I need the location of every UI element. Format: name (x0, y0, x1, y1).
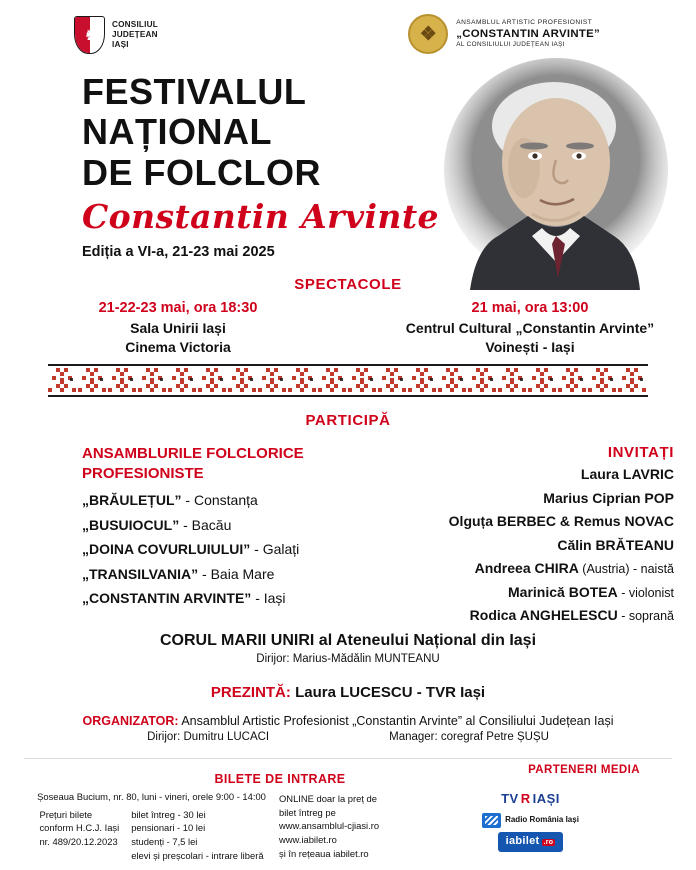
ensemble-logo-line-3: AL CONSILIULUI JUDEȚEAN IAȘI (456, 41, 565, 49)
iabilet-logo (498, 832, 564, 852)
online-column (279, 790, 389, 862)
tickets-note-line-2: conform H.C.J. Iași (39, 822, 120, 834)
guests-heading: INVITAȚI (607, 444, 674, 461)
choir-block (0, 632, 696, 665)
organizer-manager: Manager: coregraf Petre ȘUȘU (389, 731, 549, 743)
footer-divider (24, 758, 672, 759)
list-item (449, 584, 674, 600)
list-item (449, 466, 674, 482)
iabilet-text: iabilet (505, 834, 540, 847)
list-item (82, 492, 382, 508)
list-item (449, 513, 674, 529)
guest-name: Marinică BOTEA (508, 583, 618, 600)
guest-note: - violonist (617, 585, 674, 600)
radio-text-b: România (529, 814, 564, 824)
tickets-note-line-1: Prețuri bilete (39, 808, 93, 820)
ensemble-logo-line-2: „CONSTANTIN ARVINTE” (456, 27, 600, 40)
tickets-note (39, 808, 119, 863)
guests-list (449, 466, 674, 631)
partners-heading: PARTENERI MEDIA (528, 764, 640, 776)
folk-ornament-band (48, 364, 648, 398)
tvr-text-a: TV (501, 791, 519, 806)
edition-line: Ediția a VI-a, 21-23 mai 2025 (82, 243, 275, 260)
show-venue-line-1: Centrul Cultural „Constantin Arvinte” (405, 320, 655, 336)
online-line-5: și în rețeaua iabilet.ro (279, 847, 369, 859)
poster-title (82, 72, 439, 260)
ensembles-list (82, 492, 382, 615)
title-script-name: Constantin Arvinte (82, 196, 439, 236)
ensembles-heading-line-2: PROFESIONISTE (82, 465, 204, 483)
price-item: bilet întreg - 30 lei (131, 808, 206, 820)
ensemble-name: „BRĂULEȚUL” (82, 492, 182, 508)
price-item: studenți - 7,5 lei (131, 835, 198, 847)
title-line-3: DE FOLCLOR (82, 151, 321, 193)
list-item (82, 517, 382, 533)
list-item (449, 537, 674, 553)
show-venue-line-2: Voinești - Iași (485, 338, 575, 355)
tvr-text-c: IAȘI (532, 791, 560, 806)
tickets-address: Șoseaua Bucium, nr. 80, luni - vineri, orele 9:00 - 14:00 (37, 791, 266, 802)
list-item (449, 490, 674, 506)
show-when: 21 mai, ora 13:00 (471, 300, 589, 316)
show-venue-line-2: Cinema Victoria (125, 338, 231, 355)
radio-waves-icon (482, 813, 501, 828)
list-item (82, 566, 382, 582)
iabilet-tld: .ro (543, 838, 554, 846)
guest-name: Olguța BERBEC & Remus NOVAC (448, 513, 674, 529)
folk-seal-icon: ❖ (408, 14, 448, 54)
guest-name: Laura LAVRIC (580, 466, 674, 482)
ensemble-city: - Constanța (181, 492, 258, 508)
guest-note: (Austria) - naistă (578, 562, 674, 576)
ensemble-logo (408, 14, 600, 54)
online-line-2: bilet întreg pe (279, 806, 336, 818)
tickets-prices (131, 808, 263, 863)
choir-conductor: Dirijor: Marius-Mădălin MUNTEANU (256, 653, 440, 665)
poster-header (0, 0, 696, 66)
tvr-iasi-logo (501, 790, 560, 809)
list-item (82, 541, 382, 557)
tickets-column (24, 790, 279, 862)
show-when: 21-22-23 mai, ora 18:30 (98, 300, 258, 316)
guest-name: Călin BRĂTEANU (557, 536, 674, 553)
guest-note: - soprană (617, 609, 674, 623)
county-council-line-1: CONSILIUL (112, 19, 158, 29)
list-item (449, 607, 674, 623)
show-venue-line-1: Sala Unirii Iași (130, 320, 226, 336)
title-line-1: FESTIVALUL (82, 71, 307, 112)
organizer-conductor: Dirijor: Dumitru LUCACI (147, 731, 270, 743)
guest-name: Andreea CHIRA (474, 560, 579, 576)
online-link-1[interactable]: www.ansamblul-cjiasi.ro (279, 820, 380, 832)
tickets-note-line-3: nr. 489/20.12.2023 (39, 835, 118, 847)
presenter-name: Laura LUCESCU - TVR Iași (295, 684, 486, 701)
ensemble-city: - Bacău (179, 516, 232, 533)
price-item: elevi și preșcolari - intrare liberă (131, 849, 264, 861)
ensembles-heading-line-1: ANSAMBLURILE FOLCLORICE (82, 445, 304, 462)
footer-columns (24, 790, 672, 862)
county-council-line-2: JUDEȚEAN (112, 29, 158, 39)
county-council-line-3: IAȘI (112, 40, 129, 50)
ensemble-name: „DOINA COVURLUIULUI” (82, 541, 251, 557)
presenter-label: PREZINTĂ: (210, 684, 291, 701)
tvr-text-b: R (520, 791, 531, 806)
radio-romania-iasi-logo (482, 813, 579, 828)
list-item (449, 560, 674, 576)
title-line-2: NAȚIONAL (82, 111, 272, 153)
radio-text-c: Iași (565, 814, 579, 824)
participants-heading: PARTICIPĂ (305, 412, 391, 429)
portrait-photo (424, 58, 674, 290)
online-link-2[interactable]: www.iabilet.ro (279, 833, 337, 845)
county-council-logo (74, 16, 158, 54)
show-item (28, 300, 328, 357)
show-item (380, 300, 680, 357)
organizer-block (0, 714, 696, 743)
ensemble-name: „BUSUIOCUL” (82, 516, 180, 533)
choir-name: CORUL MARII UNIRI al Ateneului Național din Iași (159, 632, 537, 649)
ensemble-logo-line-1: ANSAMBLUL ARTISTIC PROFESIONIST (456, 18, 593, 26)
shows-heading: SPECTACOLE (294, 276, 402, 293)
ensembles-heading (82, 444, 362, 485)
list-item (82, 590, 382, 606)
ensemble-name: „CONSTANTIN ARVINTE” (82, 590, 252, 606)
guest-name: Rodica ANGHELESCU (469, 607, 618, 623)
coat-of-arms-shield-icon: ♞ (74, 16, 105, 54)
price-item: pensionari - 10 lei (131, 822, 206, 834)
ensemble-city: - Baia Mare (198, 565, 275, 582)
tickets-heading: BILETE DE INTRARE (214, 772, 346, 786)
online-line-1: ONLINE doar la preț de (279, 793, 377, 804)
ensemble-city: - Iași (251, 590, 286, 606)
organizer-label: ORGANIZATOR: (82, 714, 179, 728)
ensemble-name: „TRANSILVANIA” (82, 565, 199, 582)
partners-column (389, 790, 672, 862)
presenter-block (0, 684, 696, 701)
ensemble-city: - Galați (250, 541, 300, 557)
guest-name: Marius Ciprian POP (543, 489, 674, 506)
radio-text-a: Radio (505, 814, 528, 824)
organizer-text: Ansamblul Artistic Profesionist „Constantin Arvinte” al Consiliului Județean Iași (181, 714, 614, 728)
